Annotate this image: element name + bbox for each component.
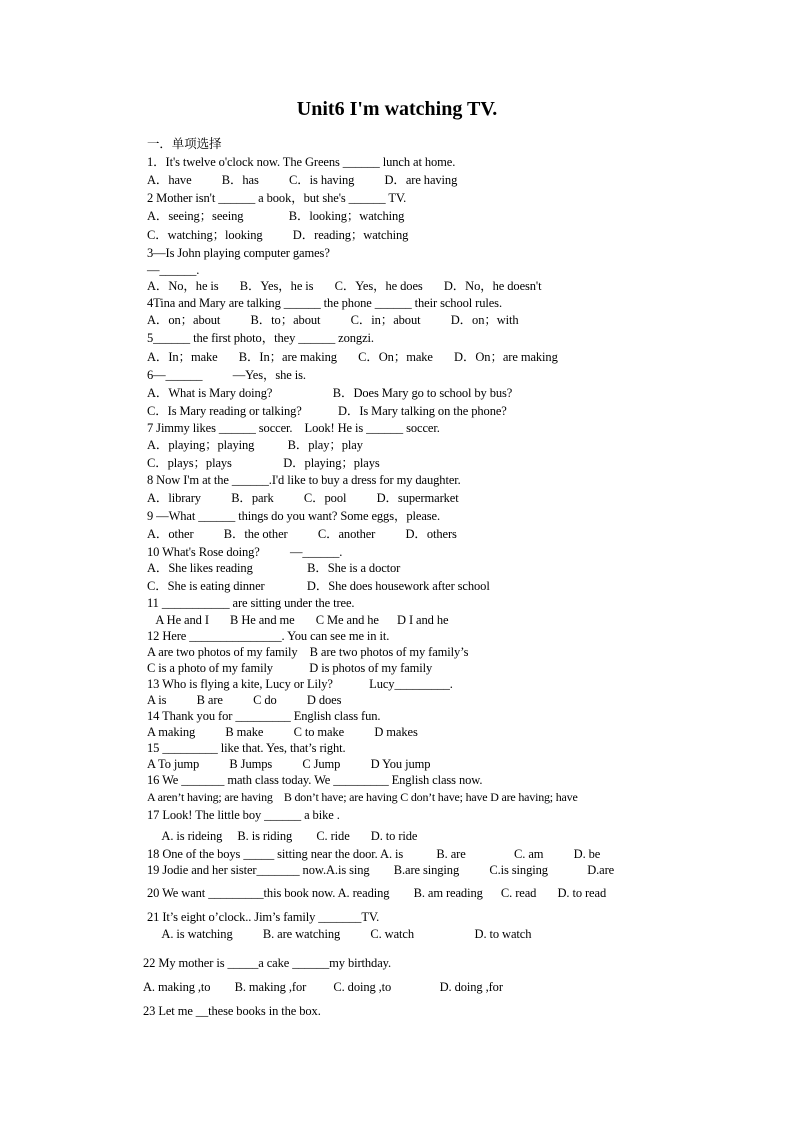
page-title: Unit6 I'm watching TV. [296,98,498,120]
option-line: A making B make C to make D makes [147,725,418,739]
option-line: A．have B．has C．is having D．are having [147,173,458,187]
question-line: 11 ___________ are sitting under the tree. [147,596,355,610]
question-line: 9 —What ______ things do you want? Some eggs，please. [147,509,441,523]
question-line: 16 We _______ math class today. We _________ English class now. [147,773,483,787]
section-heading: 一．单项选择 [147,137,222,151]
question-line: 22 My mother is _____a cake ______my birthday. [143,956,392,970]
question-line: 1．It's twelve o'clock now. The Greens ______ lunch at home. [147,155,456,169]
question-line: 3—Is John playing computer games? [147,246,330,260]
option-line: A．playing；playing B．play；play [147,438,363,452]
option-line: A．on；about B．to；about C．in；about D．on；with [147,313,519,327]
option-line: A. making ,to B. making ,for C. doing ,to D. doing ,for [143,980,503,994]
option-line: C．Is Mary reading or talking? D．Is Mary talking on the phone? [147,404,507,418]
question-line: 13 Who is flying a kite, Lucy or Lily? Lucy_________. [147,677,453,691]
option-line: A．other B．the other C．another D．others [147,527,457,541]
option-line: A．In；make B．In；are making C．On；make D．On；are making [147,350,558,364]
option-line: C．watching；looking D．reading；watching [147,228,409,242]
question-line: 6—______ —Yes，she is. [147,368,306,382]
option-line: C．She is eating dinner D．She does housework after school [147,579,490,593]
option-line: A．What is Mary doing? B．Does Mary go to school by bus? [147,386,513,400]
option-line: C is a photo of my family D is photos of my family [147,661,433,675]
question-line: 4Tina and Mary are talking ______ the phone ______ their school rules. [147,296,502,310]
question-line: 15 _________ like that. Yes, that’s right. [147,741,346,755]
option-line: A．seeing；seeing B．looking；watching [147,209,405,223]
question-line: 14 Thank you for _________ English class fun. [147,709,381,723]
option-line: A. is watching B. are watching C. watch D. to watch [147,927,532,941]
question-line: 10 What's Rose doing? —______. [147,545,343,559]
option-line: A aren’t having; are having B don’t have; are having C don’t have; have D are having; have [147,790,578,804]
option-line: C．plays；plays D．playing；plays [147,456,380,470]
question-line: 8 Now I'm at the ______.I'd like to buy a dress for my daughter. [147,473,461,487]
option-line: A is B are C do D does [147,693,342,707]
question-line: 12 Here _______________. You can see me in it. [147,629,390,643]
question-line: 21 It’s eight o’clock.. Jim’s family _______TV. [147,910,380,924]
option-line: A．She likes reading B．She is a doctor [147,561,401,575]
option-line: A. is rideing B. is riding C. ride D. to ride [147,829,418,843]
question-line: 18 One of the boys _____ sitting near the door. A. is B. are C. am D. be [147,847,601,861]
option-line: A．library B．park C．pool D．supermarket [147,491,459,505]
question-line: 17 Look! The little boy ______ a bike . [147,808,340,822]
option-line: A．No，he is B．Yes，he is C．Yes，he does D．No，he doesn't [147,279,542,293]
option-line: A He and I B He and me C Me and he D I and he [147,613,449,627]
question-line: 5______ the first photo，they ______ zongzi. [147,331,374,345]
question-line: —______. [147,263,200,277]
option-line: A To jump B Jumps C Jump D You jump [147,757,431,771]
question-line: 20 We want _________this book now. A. reading B. am reading C. read D. to read [147,886,607,900]
option-line: A are two photos of my family B are two photos of my family’s [147,645,469,659]
question-line: 23 Let me __these books in the box. [143,1004,321,1018]
question-line: 7 Jimmy likes ______ soccer. Look! He is ______ soccer. [147,421,440,435]
question-line: 2 Mother isn't ______ a book，but she's ______ TV. [147,191,407,205]
question-line: 19 Jodie and her sister_______ now.A.is sing B.are singing C.is singing D.are [147,863,615,877]
